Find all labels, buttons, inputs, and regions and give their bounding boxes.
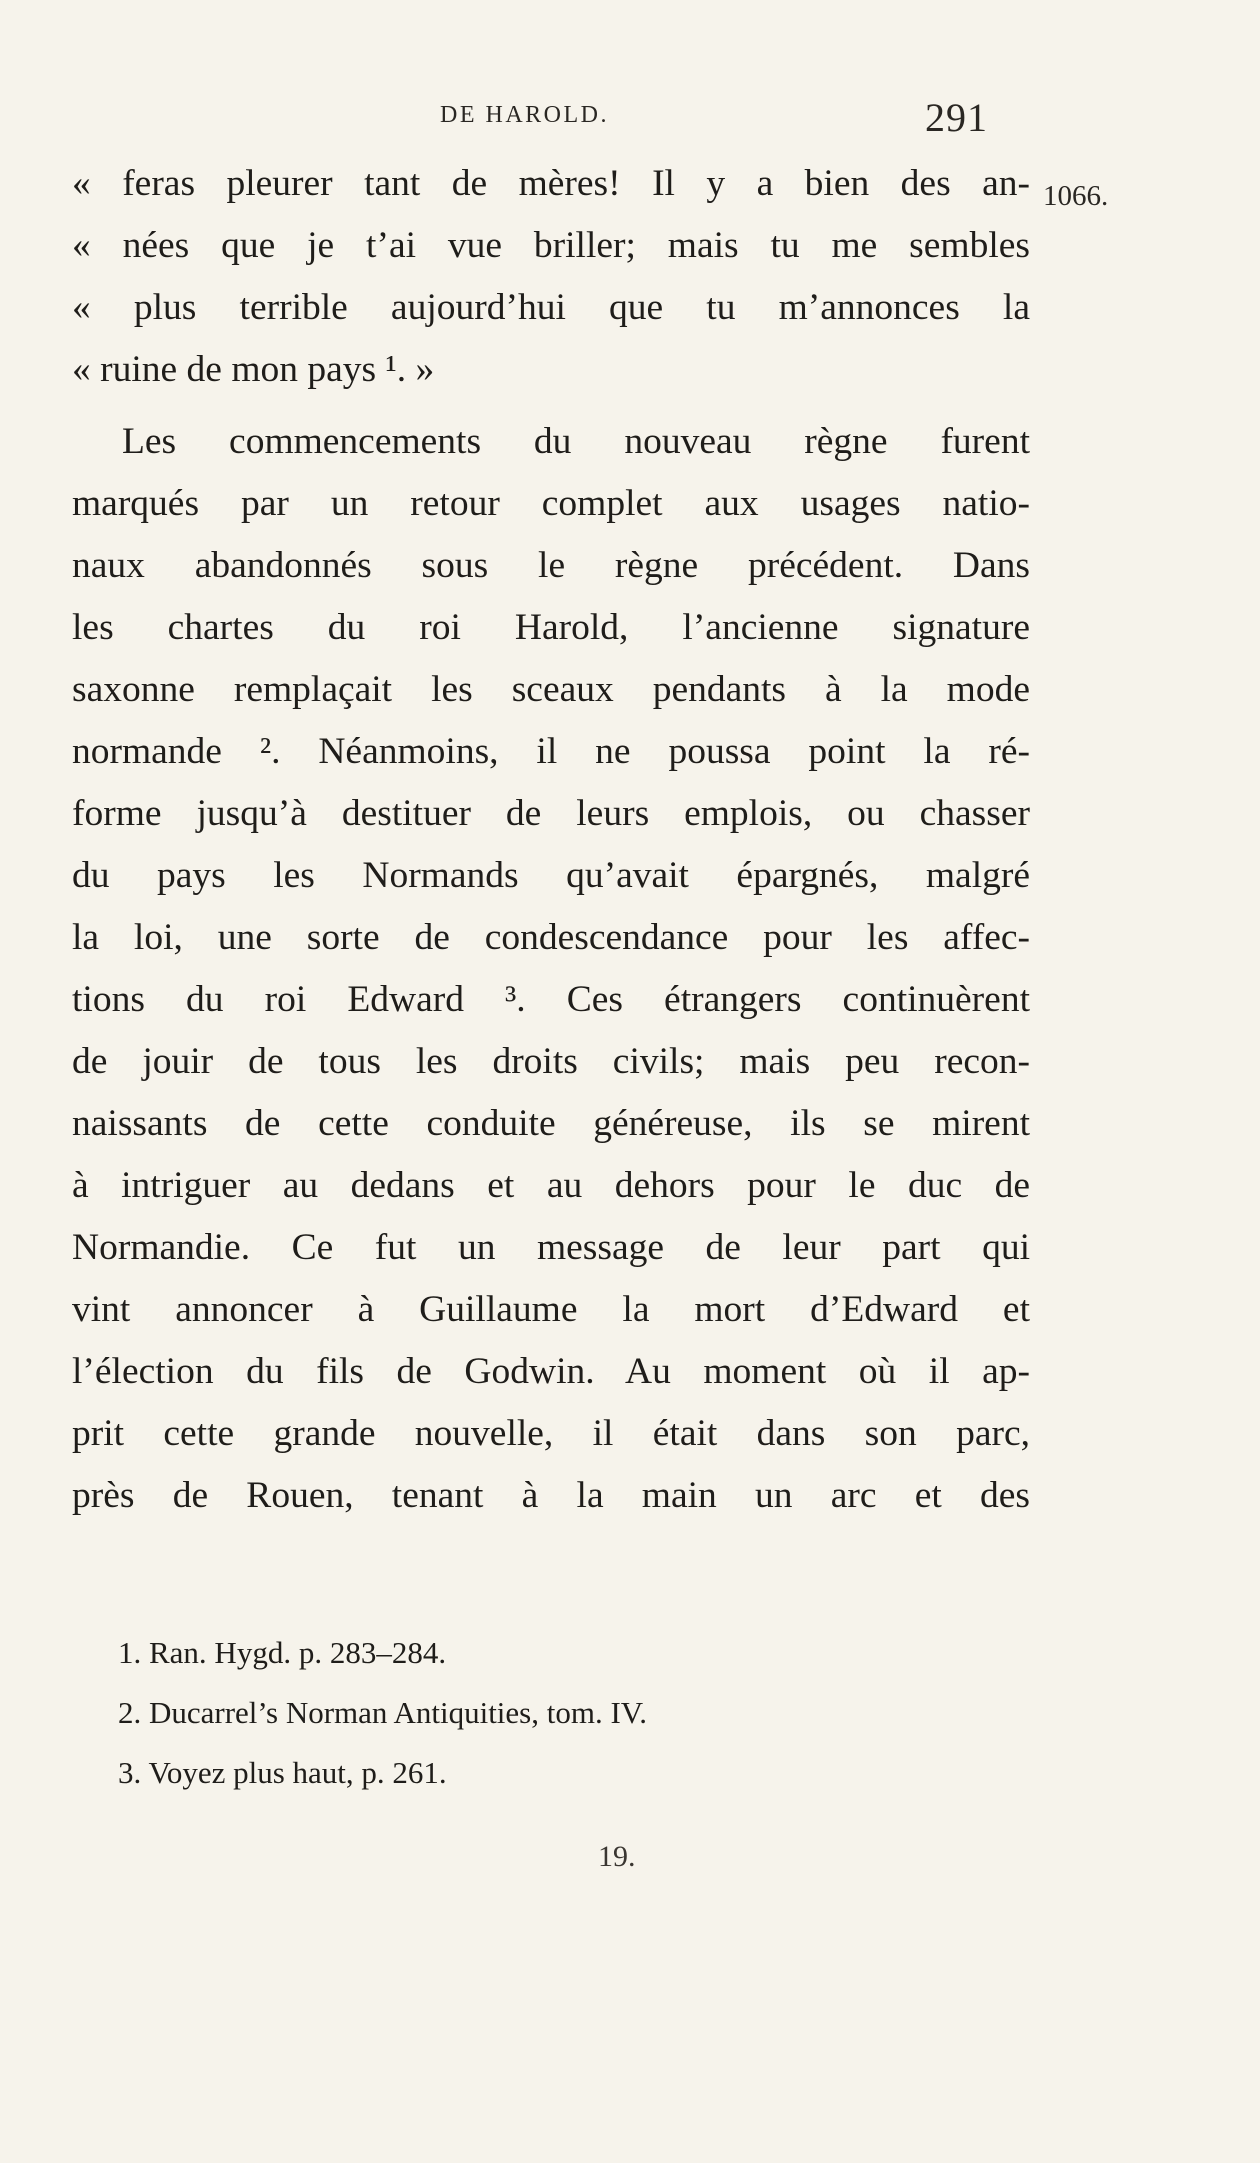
text-line: près de Rouen, tenant à la main un arc et des: [72, 1475, 1030, 1516]
text-line: la loi, une sorte de condescendance pour les affec-: [72, 917, 1030, 958]
text-line: forme jusqu’à destituer de leurs emplois, ou chasser: [72, 793, 1030, 834]
text-line: marqués par un retour complet aux usages natio-: [72, 483, 1030, 524]
text-line: Normandie. Ce fut un message de leur part qui: [72, 1227, 1030, 1268]
text-line: prit cette grande nouvelle, il était dans son parc,: [72, 1413, 1030, 1454]
text-line: du pays les Normands qu’avait épargnés, malgré: [72, 855, 1030, 896]
text-line: « feras pleurer tant de mères! Il y a bien des an-: [72, 163, 1030, 204]
text-line: normande ². Néanmoins, il ne poussa point la ré-: [72, 731, 1030, 772]
text-line: « nées que je t’ai vue briller; mais tu me sembles: [72, 225, 1030, 266]
footnote-3: 3. Voyez plus haut, p. 261.: [118, 1755, 447, 1790]
text-line: vint annoncer à Guillaume la mort d’Edward et: [72, 1289, 1030, 1330]
page-number: 291: [925, 95, 988, 140]
text-line: « plus terrible aujourd’hui que tu m’annonces la: [72, 287, 1030, 328]
text-line: « ruine de mon pays ¹. »: [72, 349, 435, 390]
running-title: DE HAROLD.: [440, 102, 609, 128]
text-line: naissants de cette conduite généreuse, ils se mirent: [72, 1103, 1030, 1144]
text-line: naux abandonnés sous le règne précédent. Dans: [72, 545, 1030, 586]
text-line: saxonne remplaçait les sceaux pendants à la mode: [72, 669, 1030, 710]
text-line: à intriguer au dedans et au dehors pour le duc de: [72, 1165, 1030, 1206]
signature-mark: 19.: [598, 1840, 636, 1873]
text-line: tions du roi Edward ³. Ces étrangers continuèrent: [72, 979, 1030, 1020]
footnote-1: 1. Ran. Hygd. p. 283–284.: [118, 1635, 447, 1670]
text-line: Les commencements du nouveau règne furent: [122, 421, 1030, 462]
footnote-2: 2. Ducarrel’s Norman Antiquities, tom. IV.: [118, 1695, 647, 1730]
text-line: les chartes du roi Harold, l’ancienne signature: [72, 607, 1030, 648]
margin-date: 1066.: [1043, 180, 1109, 212]
text-line: l’élection du fils de Godwin. Au moment où il ap-: [72, 1351, 1030, 1392]
text-line: de jouir de tous les droits civils; mais peu recon-: [72, 1041, 1030, 1082]
